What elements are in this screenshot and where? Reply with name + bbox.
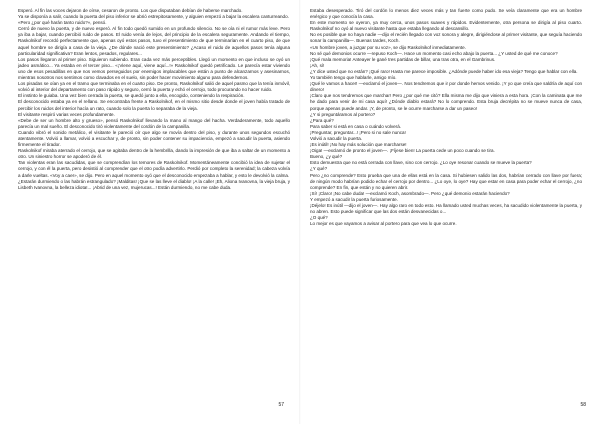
- paragraph: El visitante respiró varias veces profundamente.: [18, 111, 115, 117]
- paragraph: Esto demuestra que no está cerrada con llave, sino con cerrojo. ¿Lo oye resonar cuando se mueve la puerta?: [310, 160, 532, 166]
- paragraph: ¡Oiga! —exclamó de pronto el joven—. ¡Fíjese bien! La puerta cede un poco cuando se tira.: [310, 148, 495, 154]
- paragraph: En este momento se oyeron, ya muy cerca, unos pasos suaves y rápidos. Evidentemente, otra persona se dirigía al piso cuarto. Raskolnikof no oyó al nuevo visitante hasta que estaba llegando al descansillo.: [310, 20, 582, 32]
- paragraph: ¿O qué?: [310, 215, 328, 221]
- paragraph: ¿Para qué?: [310, 117, 334, 123]
- paragraph: ¿Estarán durmiendo o las habrán estrangulado? ¡Malditas! ¡Que se las lleve el diablo! ¡A la calle! ¡Eh, Aliona Ivanovna, la vieja bruja, y Lisbeth Ivanovna, la belleza idiota!... ¡Abrid de una vez, mujerucas...! Están durmiendo, no me cabe duda.: [18, 178, 290, 190]
- paragraph: No es posible que no haya nadie —dijo el recién llegado con voz sonora y alegre, dirigiéndose al primer visitante, que seguía haciendo sonar la campanilla—. Buenas tardes, Koch.: [310, 32, 582, 44]
- paragraph: Cerró de nuevo la puerta, y de nuevo esperó. Al fin todo quedó sumido en un profundo silencio. No se oía ni el rumor más leve. Pero ya iba a bajar, cuando percibió ruido de pasos. El ruido venía de lejos, del principio de la escalera seguramente. Andando el tiempo, Raskolnikof recordó perfectamente que, apenas oyó estos pasos, tuvo el presentimiento de que terminarían en el cuarto piso, de que aquel hombre se dirigía a casa de la vieja. ¿De dónde nació este presentimiento? ¿Acaso el ruido de aquellos pasos tenía alguna particularidad significativa? Eran lentos, pesados, regulares...: [18, 26, 290, 56]
- paragraph: Estaba desesperado. Tiró del cordón lo menos diez veces más y tan fuerte como pudo. Se veía claramente que era un hombre enérgico y que conocía la casa.: [310, 8, 582, 20]
- paragraph: ¡Es inútil! ¡No hay más solución que marcharse!: [310, 142, 407, 148]
- paragraph: ¡Ah, sí!: [310, 62, 325, 68]
- paragraph: ¡Claro que nos tendremos que marchar! Pero ¿por qué me citó? Ella misma me dijo que viniera a esta hora. ¡Con la caminata que me he dado para venir de mi casa aquí! ¿Dónde diablo estará? No lo comprendo. Esta bruja decrépita no se mueve nunca de casa, porque apenas puede andar. ¡Y, de pronto, se le ocurre marcharse a dar un paseo!: [310, 93, 582, 111]
- page-number-right: 58: [580, 402, 586, 408]
- paragraph: Para saber si está en casa o cuándo volverá.: [310, 123, 401, 129]
- paragraph: ¡Preguntar, preguntar...! ¡Pero si no sale nunca!: [310, 129, 406, 135]
- paragraph: Cuando vibró el sonido metálico, el visitante le pareció oír que algo se movía dentro del piso, y durante unos segundos escuchó atentamente. Volvió a llamar, volvió a escuchar y, de pronto, sin poder contener su impaciencia, empezó a sacudir la puerta, asiendo firmemente el tirador.: [18, 129, 290, 148]
- paragraph: No sé qué demonios ocurre —repuso Koch—. Hace un momento casi echo abajo la puerta... ¿Y usted de qué me conoce?: [310, 50, 558, 56]
- paragraph: Pero ¿no comprende? Esto prueba que una de ellas está en la casa. Si hubiesen salido las dos, habrían cerrado con llave por fuera; de ningún modo habrían podido echar el cerrojo por dentro... ¿Lo oye, lo oye? Hay que estar en casa para poder echar el cerrojo, ¿no comprende? En fin, que están y no quieren abrir.: [310, 172, 582, 190]
- paragraph: Tan violentas eran las sacudidas, que se comprendían los temores de Raskolnikof. Momentáneamente concibió la idea de sujetar el cerrojo, y con él la puerta, pero desistió al comprender que el otro podía advertirlo. Perdió por completo la serenidad; la cabeza volvía a darle vueltas. «Voy a caer», se dijo. Pero en aquel momento oyó que el desconocido empezaba a hablar, y esto le devolvió la calma.: [18, 160, 290, 178]
- paragraph: ¡Qué mala memoria! Anteayer le gané tres partidas de billar, una tras otra, en el Gambrinus.: [310, 56, 496, 62]
- paragraph: ¿Y dice usted que no están? ¡Qué raro! Hasta me parece imposible. ¿Adónde puede haber ido esa vieja? Tengo que hablar con ella.: [310, 68, 578, 74]
- page-number-left: 57: [278, 402, 284, 408]
- paragraph: ¡Sí! ¡Claro! ¡No cabe duda! —exclamó Koch, asombrado—. Pero ¿qué demonio estarán haciendo?: [310, 190, 510, 196]
- paragraph: ¡Qué le vamos a hacer! —exclamó el joven—. Nos tendremos que ir por donde hemos venido. ¡Y yo que creía que saldría de aquí con dinero!: [310, 81, 582, 93]
- paragraph: ¿Y si preguntáramos al portero?: [310, 111, 376, 117]
- paragraph: ¡Déjelo! Es inútil —dijo el joven—. Hay algo raro en todo esto. Ha llamado usted muchas veces, ha sacudido violentamente la puerta, y no abren. Esto puede significar que las dos están desvanecidas o...: [310, 203, 582, 215]
- paragraph: Y empezó a sacudir la puerta furiosamente.: [310, 196, 398, 202]
- paragraph: Esperó. Al fin las voces dejaron de oírse, cesaron de pronto. Los que disputaban debían de haberse marchado.: [18, 8, 243, 13]
- paragraph: ¿Y qué?: [310, 166, 328, 172]
- paragraph: Los pisadas se oían ya en el tramo que terminaba en el cuarto piso. De pronto, Raskolnikof salió de aquel pasmo que la tenía inmóvil, volvió al interior del departamento con paso rápido y seguro, cerró la puerta y echó el cerrojo, todo procurando no hacer ruido.: [18, 81, 290, 93]
- paragraph: Lo mejor es que vayamos a avisar al portero para que vea lo que ocurre.: [310, 221, 457, 227]
- paragraph: «Debe de ser un hombre alto y grueso», pensó Raskolnikof llevando la mano al mango del hacha. Verdaderamente, todo aquello parecía un mal sueño. El desconocido tiró violentamente del cordón de la campanilla.: [18, 117, 290, 129]
- left-page-text: [18, 8, 290, 191]
- paragraph: Los pasos llegaron al primer piso. Siguieron subiendo. Eran cada vez más perceptibles. Llegó un momento en que incluso se oyó un jadeo asmático... Ya estaba en el tercer piso... «¡Viene aquí, viene aquí...!» Raskolnikof quedó petrificado. Le parecía estar viviendo uno de esos pesadillas en que nos vemos perseguidos por enemigos implacables que están a punto de alcanzarnos y asesinarnos, mientras nosotros nos sentimos como clavados en el suelo, sin poder hacer movimiento alguno para defendernos.: [18, 56, 290, 81]
- paragraph: El instinto le guiaba. Una vez bien cerrada la puerta, se quedó junto a ella, encogido, conteniendo la respiración.: [18, 93, 245, 99]
- paragraph: «Pero ¿por qué harán tanto ruido?», pensó.: [18, 20, 107, 26]
- right-page: [300, 0, 600, 424]
- paragraph: El desconocido estaba ya en el rellano. Se encontraba frente a Raskolnikof, en el mismo sitio desde donde el joven había tratado de percibir los ruidos del interior hacía un rato, cuando solo la puerta lo separaba de la vieja.: [18, 99, 290, 111]
- paragraph: Ya se disponía a salir, cuando la puerta del piso inferior se abrió estrepitosamente, y alguien empezó a bajar la escalera canturreando.: [18, 14, 289, 20]
- paragraph: Raskolnikof miraba aterrado el cerrojo, que se agitaba dentro de la hembrilla, dando la impresión de que iba a saltar de un momento a otro. Un siniestro horror se apoderó de él.: [18, 148, 290, 160]
- paragraph: Bueno, ¿y qué?: [310, 154, 343, 160]
- paragraph: Yo también tengo que hablarle, amigo mío.: [310, 75, 397, 81]
- paragraph: «Un hombre joven, a juzgar por su voz», se dijo Raskolnikof inmediatamente.: [310, 44, 466, 50]
- paragraph: Volvió a sacudir la puerta.: [310, 135, 363, 141]
- right-page-text: [310, 8, 582, 227]
